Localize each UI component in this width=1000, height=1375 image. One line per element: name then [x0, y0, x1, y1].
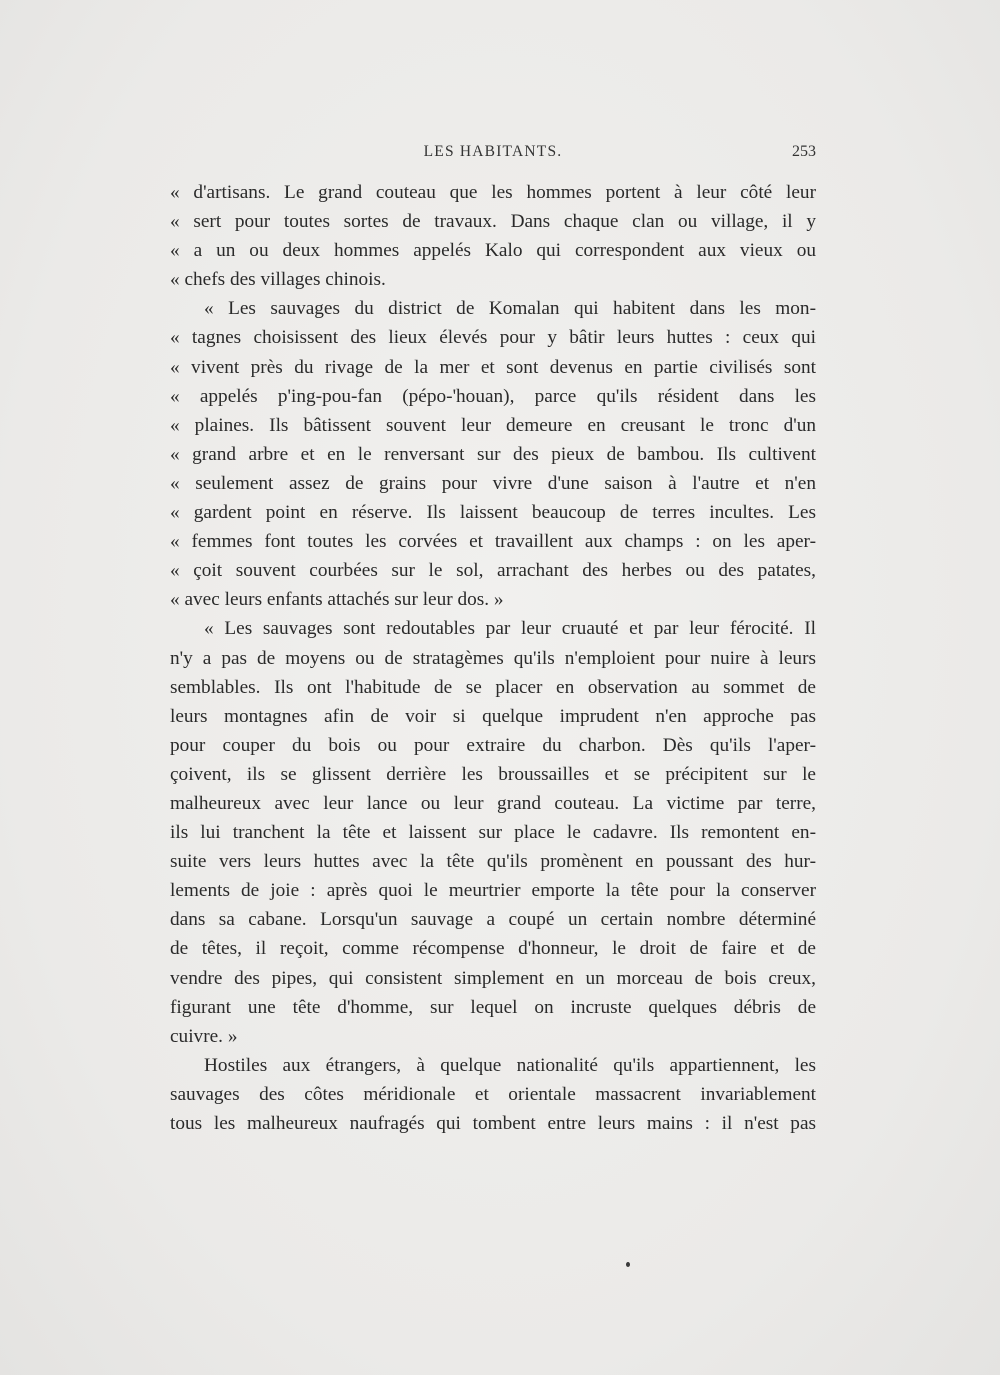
- text-line: çoivent, ils se glissent derrière les broussailles et se précipitent sur le: [170, 763, 816, 785]
- text-line: lements de joie : après quoi le meurtrier emporte la tête pour la conserver: [170, 880, 816, 902]
- body-text: [170, 178, 816, 1138]
- text-line: « gardent point en réserve. Ils laissent beaucoup de terres incultes. Les: [170, 502, 816, 524]
- text-line: malheureux avec leur lance ou leur grand couteau. La victime par terre,: [170, 792, 816, 814]
- text-line: « seulement assez de grains pour vivre d'une saison à l'autre et n'en: [170, 472, 816, 494]
- text-line: sauvages des côtes méridionale et orientale massacrent invariablement: [170, 1083, 816, 1105]
- text-line: tous les malheureux naufragés qui tombent entre leurs mains : il n'est pas: [170, 1113, 816, 1134]
- text-line: « chefs des villages chinois.: [170, 269, 386, 291]
- running-title: LES HABITANTS.: [423, 143, 563, 160]
- text-line: « a un ou deux hommes appelés Kalo qui correspondent aux vieux ou: [170, 240, 816, 262]
- text-line: dans sa cabane. Lorsqu'un sauvage a coupé un certain nombre déterminé: [170, 909, 816, 931]
- text-line: suite vers leurs huttes avec la tête qu'ils promènent en poussant des hur-: [170, 851, 816, 873]
- text-line: semblables. Ils ont l'habitude de se placer en observation au sommet de: [170, 676, 816, 698]
- text-line: ils lui tranchent la tête et laissent sur place le cadavre. Ils remontent en-: [170, 822, 816, 844]
- text-line: « Les sauvages sont redoutables par leur cruauté et par leur férocité. Il: [204, 618, 816, 640]
- text-line: vendre des pipes, qui consistent simplement en un morceau de bois creux,: [170, 967, 816, 989]
- text-line: « avec leurs enfants attachés sur leur dos. »: [170, 589, 504, 611]
- printer-mark: [626, 1262, 630, 1267]
- text-line: « çoit souvent courbées sur le sol, arrachant des herbes ou des patates,: [170, 560, 816, 582]
- text-line: « grand arbre et en le renversant sur des pieux de bambou. Ils cultivent: [170, 443, 816, 465]
- text-line: Hostiles aux étrangers, à quelque nationalité qu'ils appartiennent, les: [204, 1054, 816, 1076]
- text-line: « femmes font toutes les corvées et travaillent aux champs : on les aper-: [170, 531, 816, 553]
- text-line: « tagnes choisissent des lieux élevés pour y bâtir leurs huttes : ceux qui: [170, 327, 816, 349]
- text-line: « vivent près du rivage de la mer et sont devenus en partie civilisés sont: [170, 356, 816, 378]
- running-header: [170, 143, 816, 167]
- text-line: « sert pour toutes sortes de travaux. Dans chaque clan ou village, il y: [170, 211, 816, 233]
- text-line: de têtes, il reçoit, comme récompense d'honneur, le droit de faire et de: [170, 938, 816, 960]
- text-line: figurant une tête d'homme, sur lequel on incruste quelques débris de: [170, 996, 816, 1018]
- text-line: n'y a pas de moyens ou de stratagèmes qu'ils n'emploient pour nuire à leurs: [170, 647, 816, 669]
- text-line: « Les sauvages du district de Komalan qui habitent dans les mon-: [204, 298, 816, 320]
- text-line: « appelés p'ing-pou-fan (pépo-'houan), parce qu'ils résident dans les: [170, 385, 816, 407]
- text-line: cuivre. »: [170, 1025, 238, 1047]
- text-line: pour couper du bois ou pour extraire du charbon. Dès qu'ils l'aper-: [170, 734, 816, 756]
- page-number: 253: [792, 143, 816, 160]
- text-line: leurs montagnes afin de voir si quelque imprudent n'en approche pas: [170, 705, 816, 727]
- text-line: « plaines. Ils bâtissent souvent leur demeure en creusant le tronc d'un: [170, 414, 816, 436]
- text-line: « d'artisans. Le grand couteau que les hommes portent à leur côté leur: [170, 182, 816, 203]
